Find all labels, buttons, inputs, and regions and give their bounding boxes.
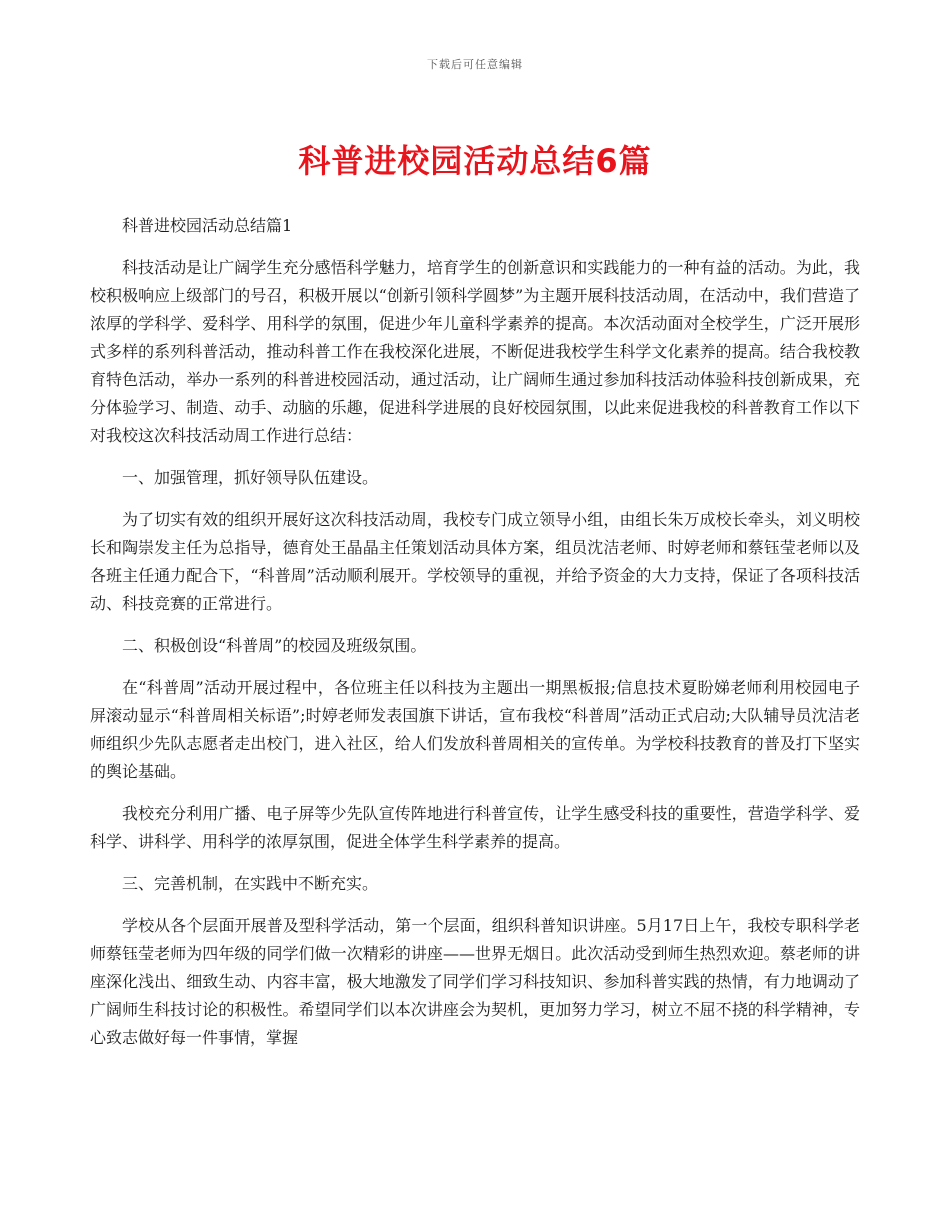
paragraph: 在“科普周”活动开展过程中，各位班主任以科技为主题出一期黑板报;信息技术夏盼娣老师利用校园电子屏滚动显示“科普周相关标语”;时婷老师发表国旗下讲话，宣布我校“科普周”活动正式启动;大队辅导员沈洁老师组织少先队志愿者走出校门，进入社区，给人们发放科普周相关的宣传单。为学校科技教育的普及打下坚实的舆论基础。 <box>90 678 860 781</box>
paragraph: 学校从各个层面开展普及型科学活动，第一个层面，组织科普知识讲座。5月17日上午，我校专职科学老师蔡钰莹老师为四年级的同学们做一次精彩的讲座——世界无烟日。此次活动受到师生热烈欢迎。蔡老师的讲座深化浅出、细致生动、内容丰富，极大地激发了同学们学习科技知识、参加科普实践的热情，有力地调动了广阔师生科技讨论的积极性。希望同学们以本次讲座会为契机，更加努力学习，树立不屈不挠的科学精神，专心致志做好每一件事情，掌握 <box>90 916 860 1047</box>
document-title: 科普进校园活动总结6篇 <box>298 142 652 180</box>
paragraph: 为了切实有效的组织开展好这次科技活动周，我校专门成立领导小组，由组长朱万成校长牵头，刘义明校长和陶崇发主任为总指导，德育处王晶晶主任策划活动具体方案，组员沈洁老师、时婷老师和蔡钰莹老师以及各班主任通力配合下，“科普周”活动顺利展开。学校领导的重视，并给予资金的大力支持，保证了各项科技活动、科技竞赛的正常进行。 <box>90 510 860 613</box>
section-heading: 三、完善机制，在实践中不断充实。 <box>122 874 379 893</box>
paragraph: 科技活动是让广阔学生充分感悟科学魅力，培育学生的创新意识和实践能力的一种有益的活动。为此，我校积极响应上级部门的号召，积极开展以“创新引领科学圆梦”为主题开展科技活动周，在活动中，我们营造了浓厚的学科学、爱科学、用科学的氛围，促进少年儿童科学素养的提高。本次活动面对全校学生，广泛开展形式多样的系列科普活动，推动科普工作在我校深化进展，不断促进我校学生科学文化素养的提高。结合我校教育特色活动，举办一系列的科普进校园活动，通过活动，让广阔师生通过参加科技活动体验科技创新成果，充分体验学习、制造、动手、动脑的乐趣，促进科学进展的良好校园氛围，以此来促进我校的科普教育工作以下对我校这次科技活动周工作进行总结： <box>90 258 860 445</box>
section-subtitle: 科普进校园活动总结篇1 <box>122 216 293 235</box>
section-heading: 一、加强管理，抓好领导队伍建设。 <box>122 468 379 487</box>
section-heading: 二、积极创设“科普周”的校园及班级氛围。 <box>122 636 427 655</box>
document-body <box>90 212 860 1066</box>
paragraph: 我校充分利用广播、电子屏等少先队宣传阵地进行科普宣传，让学生感受科技的重要性，营造学科学、爱科学、讲科学、用科学的浓厚氛围，促进全体学生科学素养的提高。 <box>90 804 860 851</box>
header-note: 下载后可任意编辑 <box>427 58 523 71</box>
